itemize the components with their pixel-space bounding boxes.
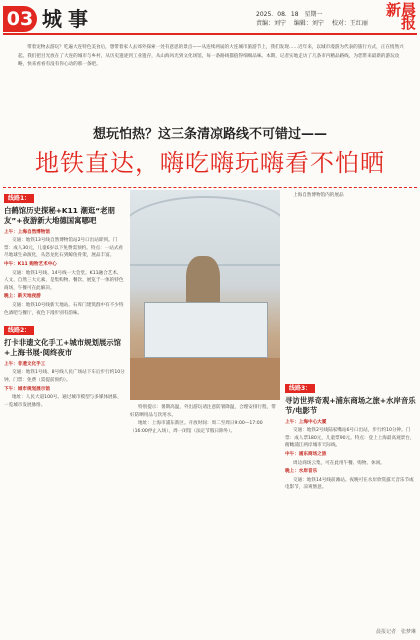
route-item-text: 周边商场云集，可在此用午餐、购物、休闲。 — [293, 460, 385, 466]
route-item-text: 交通：地铁14号线前滩站。夜晚可在水岸欣赏露天音乐节或电影节，凉爽惬意。 — [285, 477, 414, 491]
route-label: 线路1： — [4, 194, 34, 203]
route-item-head: 晚上：水岸音乐 — [285, 469, 318, 475]
route-title: 打卡非遗文化手工+城市规划展示馆+上海书展·阅终夜市 — [4, 337, 122, 357]
route-title: 寻访世界奇观+浦东商场之旅+水岸音乐节/电影节 — [285, 395, 416, 415]
byline: 晨报记者 张梦琳 — [375, 629, 416, 635]
photo-floor — [130, 358, 280, 400]
newspaper-logo: 新晨报 — [385, 1, 416, 32]
route-item-head: 中午：浦东商场之旅 — [285, 451, 327, 457]
intro-paragraph: 带着宠物去游玩？吃遍大连特色美食后，想带着家人去郊外探索一处有意思的景点——从连续两届的大连城市旅游节上，我们发现……近年来，以城市漫游为代表的旅行方式，正在悄然兴起。我们把目光放在了大连的城市与乡村，从历史遗迹到工业遗存，从山海风光到文化场馆，每一条路线都值得细细品味。本期，记者实地走访了几条市内精品路线，为您带来最新的游玩攻略，快来看看有没有你心动的那一条吧。 — [18, 45, 404, 68]
route-label: 线路3： — [285, 384, 315, 393]
route-item-head: 上午：非遗文化手工 — [4, 361, 46, 367]
left-column — [4, 192, 125, 410]
route-item-head: 中午：K11 购物艺术中心 — [4, 261, 57, 267]
editor-credits: 责编：刘宁 编辑：刘宁 校对：王红丽 — [256, 20, 368, 27]
route-item-head: 下午：城市规划展示馆 — [4, 386, 50, 392]
right-column — [285, 192, 417, 493]
header-meta — [256, 10, 376, 28]
route-item-text: 交通：地铁2号线陆家嘴站6号口出站，步行约10分钟。门票：成人票180元，儿童票90元。特点：登上上海最高观景台，俯瞰浦江两岸城市天际线。 — [285, 428, 415, 449]
route-title: 白鹤馆历史探秘+K11 潮逛“老朋友”+夜游新大地德国寓哪吧 — [4, 205, 115, 225]
headline-divider — [3, 187, 417, 188]
page-header — [0, 0, 420, 40]
headline: 地铁直达，嗨吃嗨玩嗨看不怕晒 — [35, 149, 385, 177]
section-title: 城事 — [42, 7, 94, 31]
museum-photo — [130, 190, 280, 400]
route-item-head: 上午：上海中心大厦 — [285, 419, 327, 425]
photo-caption: 上海自然博物馆内的展品 — [293, 193, 344, 198]
route-item-text: 交通：地铁10号线新天地站。石库门建筑群中有不少特色酒吧与餐厅，夜色下漫步别有韵味。 — [4, 302, 124, 316]
middle-text: 特别提示：暑期高温，外出游玩请注意防暑降温，合理安排行程，带好防晒用品与饮用水。 — [130, 405, 276, 418]
photo-display-case — [144, 302, 268, 358]
route-item-head: 上午：上海自然博物馆 — [4, 229, 50, 235]
right-column-upper-text — [285, 192, 417, 382]
route-item-head: 晚上：新天地夜游 — [4, 294, 41, 300]
subheadline: 想玩怕热？这三条清凉路线不可错过—— — [92, 127, 327, 142]
route-item-text: 地址：人民大道100号。通过城市模型与多媒体展陈，一览城市发展脉络。 — [4, 395, 122, 408]
route-label: 线路2： — [4, 326, 34, 335]
header-rule — [3, 33, 417, 35]
issue-date: 2025．08．18 星期一 — [256, 11, 323, 18]
middle-column — [130, 404, 280, 436]
middle-text: 地址：上海市浦东新区。开放时间：周二至周日9:00—17:00（16:00停止入场），周一闭馆（法定节假日除外）。 — [130, 421, 263, 434]
section-number: 03 — [3, 6, 37, 32]
route-item-text: 交通：地铁1号线、8号线人民广场站下车后步行约10分钟。门票：免费（需提前预约）。 — [4, 370, 125, 383]
route-item-text: 交通：地铁13号线自然博物馆站2号口出站即到。门票：成人30元，儿童6岁以下免费需预约。特点：一站式看尽地球生命演化，从恐龙化石到鲸鱼骨架，展品丰富。 — [4, 238, 124, 259]
photo-exhibit-figure — [186, 256, 220, 306]
route-item-text: 交通：地铁1号线、14号线一大会堂。K11融合艺术、人文、自然三大元素，是集购物、餐饮、展览于一体的特色商场，午餐可在此解决。 — [4, 270, 124, 291]
